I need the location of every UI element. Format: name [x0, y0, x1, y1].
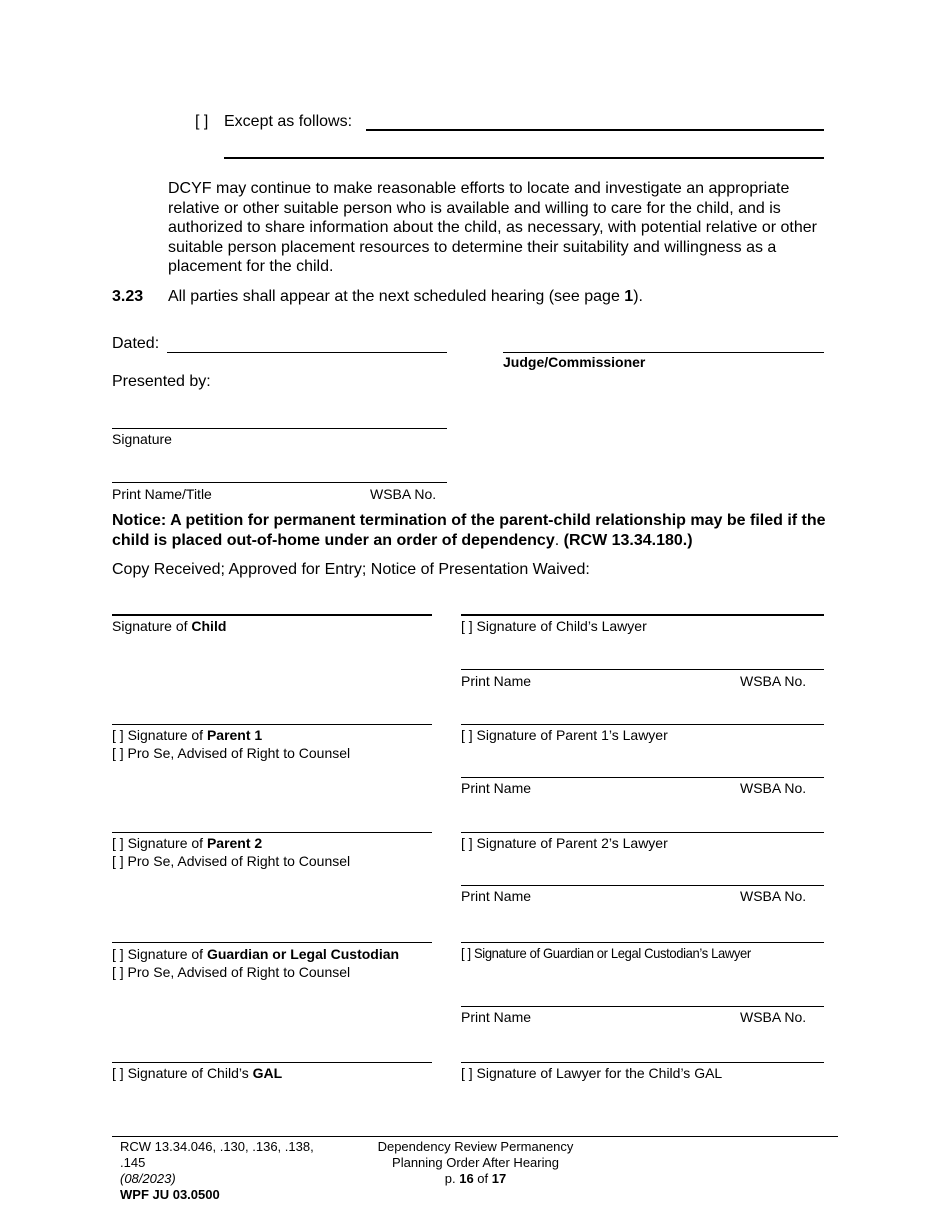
presenter-wsba-label: WSBA No. [370, 486, 437, 502]
child-lawyer-print-name: Print Name [461, 673, 532, 689]
parent1-signature-label[interactable] [112, 726, 262, 744]
gal-checkbox[interactable]: [ ] [112, 1065, 124, 1081]
parent1-lawyer-signature-line[interactable] [461, 724, 824, 725]
footer-title-line2: Planning Order After Hearing [392, 1155, 559, 1170]
guardian-lawyer-print-line[interactable] [461, 1006, 824, 1007]
signature-label: Signature [112, 431, 172, 447]
child-sig-bold: Child [191, 618, 227, 634]
guardian-sig-bold: Guardian or Legal Custodian [206, 946, 400, 962]
parent1-lawyer-print-name: Print Name [461, 780, 532, 796]
guardian-lawyer-signature-line[interactable] [461, 942, 824, 943]
parent2-pro-se[interactable]: [ ] Pro Se, Advised of Right to Counsel [112, 853, 351, 869]
child-lawyer-signature-line[interactable] [461, 614, 824, 616]
guardian-lawyer-print-name: Print Name [461, 1009, 532, 1025]
child-signature-label [112, 617, 226, 635]
notice-period: . [554, 532, 560, 549]
parent2-sig-bold: Parent 2 [206, 835, 263, 851]
copy-received: Copy Received; Approved for Entry; Notice of Presentation Waived: [112, 561, 590, 578]
dated-label: Dated: [112, 335, 160, 352]
child-lawyer-wsba: WSBA No. [740, 673, 807, 689]
guardian-signature-line[interactable] [112, 942, 432, 943]
child-sig-prefix: Signature of [112, 618, 192, 634]
gal-sig-bold: GAL [252, 1065, 283, 1081]
parent2-checkbox[interactable]: [ ] [112, 835, 124, 851]
footer-rule [112, 1136, 838, 1137]
parent1-lawyer-wsba: WSBA No. [740, 780, 807, 796]
footer-rcw-line2: .145 [120, 1155, 146, 1170]
parent1-checkbox[interactable]: [ ] [112, 727, 124, 743]
section-3-23-text-before: All parties shall appear at the next scheduled hearing (see page [168, 288, 625, 305]
child-lawyer-label[interactable]: [ ] Signature of Child’s Lawyer [461, 618, 647, 634]
section-3-23-text-after: ). [633, 288, 643, 305]
gal-lawyer-label[interactable]: [ ] Signature of Lawyer for the Child’s GAL [461, 1065, 723, 1081]
parent2-lawyer-print-line[interactable] [461, 885, 824, 886]
page-of: of [473, 1171, 492, 1186]
dcyf-paragraph: DCYF may continue to make reasonable efforts to locate and investigate an appropriate relative or other suitable person who is available and willing to care for the child, and is authorized to share information about the child, as necessary, with potential relative or other suitable person placement resources to determine their suitability and willingness as a placement for the child. [168, 180, 817, 276]
parent1-lawyer-label[interactable]: [ ] Signature of Parent 1’s Lawyer [461, 727, 668, 743]
section-3-23-number: 3.23 [112, 288, 144, 305]
parent1-sig-prefix: Signature of [127, 727, 207, 743]
parent2-signature-line[interactable] [112, 832, 432, 833]
page-num: 16 [459, 1171, 474, 1186]
except-line-2[interactable] [224, 157, 824, 159]
gal-sig-prefix: Signature of Child’s [127, 1065, 253, 1081]
presenter-signature-line[interactable] [112, 428, 447, 429]
page-prefix: p. [444, 1171, 460, 1186]
section-3-23-page-ref: 1 [624, 288, 634, 305]
notice-rcw: (RCW 13.34.180.) [563, 532, 693, 549]
parent1-sig-bold: Parent 1 [206, 727, 263, 743]
parent2-lawyer-label[interactable]: [ ] Signature of Parent 2’s Lawyer [461, 835, 668, 851]
print-name-title-label: Print Name/Title [112, 486, 212, 502]
parent2-lawyer-print-name: Print Name [461, 888, 532, 904]
notice-bold-text: Notice: A petition for permanent termination of the parent-child relationship may be filed if the child is placed out-of-home under an order of dependency [112, 512, 826, 549]
child-signature-line[interactable] [112, 614, 432, 616]
except-label: Except as follows: [224, 113, 353, 130]
footer-rcw-line1: RCW 13.34.046, .130, .136, .138, [120, 1139, 314, 1154]
parent1-signature-line[interactable] [112, 724, 432, 725]
except-checkbox[interactable]: [ ] [195, 113, 209, 130]
guardian-sig-prefix: Signature of [127, 946, 207, 962]
guardian-pro-se[interactable]: [ ] Pro Se, Advised of Right to Counsel [112, 964, 351, 980]
gal-lawyer-signature-line[interactable] [461, 1062, 824, 1063]
guardian-lawyer-label[interactable]: [ ] Signature of Guardian or Legal Custodian’s Lawyer [461, 945, 751, 961]
parent2-lawyer-wsba: WSBA No. [740, 888, 807, 904]
parent2-lawyer-signature-line[interactable] [461, 832, 824, 833]
gal-signature-label[interactable] [112, 1064, 282, 1082]
parent1-lawyer-print-line[interactable] [461, 777, 824, 778]
notice [112, 511, 842, 551]
footer-title-line1: Dependency Review Permanency [377, 1139, 574, 1154]
gal-signature-line[interactable] [112, 1062, 432, 1063]
guardian-lawyer-wsba: WSBA No. [740, 1009, 807, 1025]
parent2-signature-label[interactable] [112, 834, 262, 852]
judge-label: Judge/Commissioner [503, 354, 646, 370]
parent2-sig-prefix: Signature of [127, 835, 207, 851]
dated-line[interactable] [167, 352, 447, 353]
guardian-signature-label[interactable] [112, 945, 399, 963]
footer-date: (08/2023) [120, 1171, 176, 1186]
footer-form-id: WPF JU 03.0500 [120, 1187, 220, 1202]
page-total: 17 [491, 1171, 507, 1186]
section-3-23-text [168, 287, 643, 307]
child-lawyer-print-line[interactable] [461, 669, 824, 670]
guardian-checkbox[interactable]: [ ] [112, 946, 124, 962]
footer-page-number [370, 1171, 581, 1187]
presented-by-label: Presented by: [112, 373, 211, 390]
parent1-pro-se[interactable]: [ ] Pro Se, Advised of Right to Counsel [112, 745, 351, 761]
except-line-1[interactable] [366, 129, 824, 131]
presenter-print-name-line[interactable] [112, 482, 447, 483]
